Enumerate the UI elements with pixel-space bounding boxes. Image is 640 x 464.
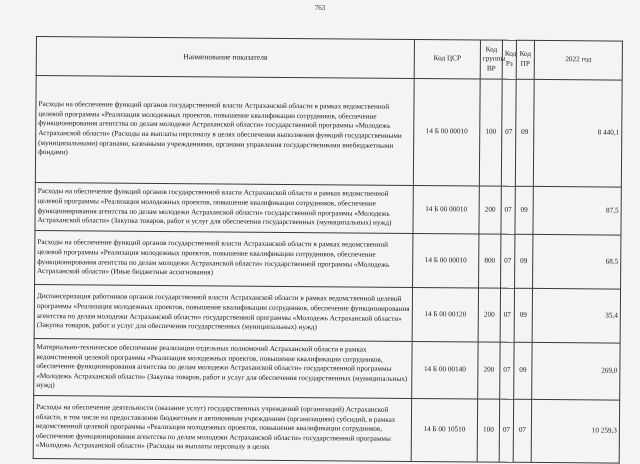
row-name: Расходы на обеспечение функций органов государственной власти Астраханской области в рамках ведомственной целевой программы «Реализация молодежных проектов, повышение квалификации сотрудников, обеспечение функционирования агентства по делам молодежи Астраханской области» государственной программы «Молодежь Астраханской области» (Закупка товаров, работ и услуг для обеспечения государственных (муниципальных) нужд): [35, 182, 413, 233]
header-name: Наименование показателя: [36, 37, 414, 79]
row-rz: 07: [500, 342, 514, 399]
row-rz: 07: [500, 288, 514, 342]
row-pr: 07: [513, 399, 531, 462]
row-amount: 269,0: [532, 342, 620, 400]
row-pr: 09: [515, 79, 534, 186]
row-csr: 14 Б 00 10510: [411, 398, 477, 462]
header-csr: Код ЦСР: [414, 39, 480, 79]
row-amount: 87,5: [533, 186, 621, 235]
row-rz: 07: [501, 234, 515, 288]
row-name: Расходы на обеспечение функций органов государственной власти Астраханской области в рамках ведомственной целевой программы «Реализация молодежных проектов, повышение квалификации сотрудников, обеспечение функционирования агентства по делам молодежи Астраханской области» государственной программы «Молодежь Астраханской области» (Расходы на выплаты персоналу в целях обеспечения выполнения функций государственными (муниципальными) органами, казенными учреждениями, органами управления государственными внебюджетными фондами): [35, 76, 414, 186]
row-name: Материально-техническое обеспечение реализации отдельных полномочий Астраханской области в рамках ведомственной целевой программы «Реализация молодежных проектов, повышение квалификации сотрудников, обеспечение функционирования агентства по делам молодежи Астраханской области» государственной программы «Молодежь Астраханской области» (Закупка товаров, работ и услуг для обеспечения государственных (муниципальных) нужд): [34, 338, 412, 398]
table-row: [34, 284, 620, 343]
header-pr: Код ПР: [516, 40, 534, 79]
header-year: 2022 год: [534, 40, 622, 80]
row-vr: 200: [478, 342, 500, 399]
row-vr: 100: [479, 79, 502, 186]
header-rz: Код Рз: [502, 40, 516, 79]
row-csr: 14 Б 00 00010: [413, 233, 479, 288]
header-vr: Код группы ВР: [480, 40, 502, 79]
row-amount: 8 440,1: [533, 79, 622, 187]
table-header: [36, 37, 622, 81]
row-amount: 35,4: [532, 288, 620, 343]
row-rz: 07: [501, 79, 516, 186]
row-name: Диспансеризация работников органов государственной власти Астраханской области в рамках ведомственной целевой программы «Реализация молодежных проектов, повышение квалификации сотрудников, обеспечение функционирования агентства по делам молодежи Астраханской области» государственной программы «Молодежь Астраханской области» (Закупка товаров, работ и услуг для обеспечения государственных (муниципальных) нужд): [34, 284, 412, 341]
row-vr: 100: [477, 399, 499, 462]
table-row: [34, 338, 620, 400]
row-amount: 10 259,3: [531, 399, 619, 463]
row-csr: 14 Б 00 00120: [412, 287, 478, 342]
page-number: 763: [314, 4, 326, 12]
row-csr: 14 Б 00 00010: [413, 78, 480, 186]
row-rz: 07: [501, 186, 515, 234]
table-row: [35, 182, 621, 235]
row-vr: 200: [479, 186, 501, 234]
table-row: [35, 230, 621, 289]
budget-table: [33, 36, 623, 464]
table-row: [35, 76, 622, 188]
row-name: Расходы на обеспечение функций органов государственной власти Астраханской области в рамках ведомственной целевой программы «Реализация молодежных проектов, повышение квалификации сотрудников, обеспечение функционирования агентства по делам молодежи Астраханской области» государственной программы «Молодежь Астраханской области» (Иные бюджетные ассигнования): [35, 230, 413, 287]
row-amount: 68,5: [533, 234, 621, 289]
row-pr: 09: [514, 288, 532, 342]
row-pr: 09: [514, 342, 532, 399]
row-pr: 09: [515, 234, 533, 288]
row-rz: 07: [499, 399, 513, 462]
row-csr: 14 Б 00 00140: [412, 341, 478, 399]
row-name: Расходы на обеспечение деятельности (оказание услуг) государственных учреждений (организаций) Астраханской области, в том числе на предоставление бюджетным и автономным учреждениям (организациям) субсидий, в рамках ведомственной целевой программы «Реализация молодежных проектов, повышение квалификации сотрудников, обеспечение функционирования агентства по делам молодежи Астраханской области» государственной программы «Молодежь Астраханской области» (Расходы на выплаты персоналу в целях: [33, 395, 411, 461]
row-vr: 200: [478, 288, 500, 342]
table-row: [33, 395, 619, 463]
row-vr: 800: [479, 234, 501, 288]
row-csr: 14 Б 00 00010: [413, 185, 479, 234]
row-pr: 09: [515, 186, 533, 234]
